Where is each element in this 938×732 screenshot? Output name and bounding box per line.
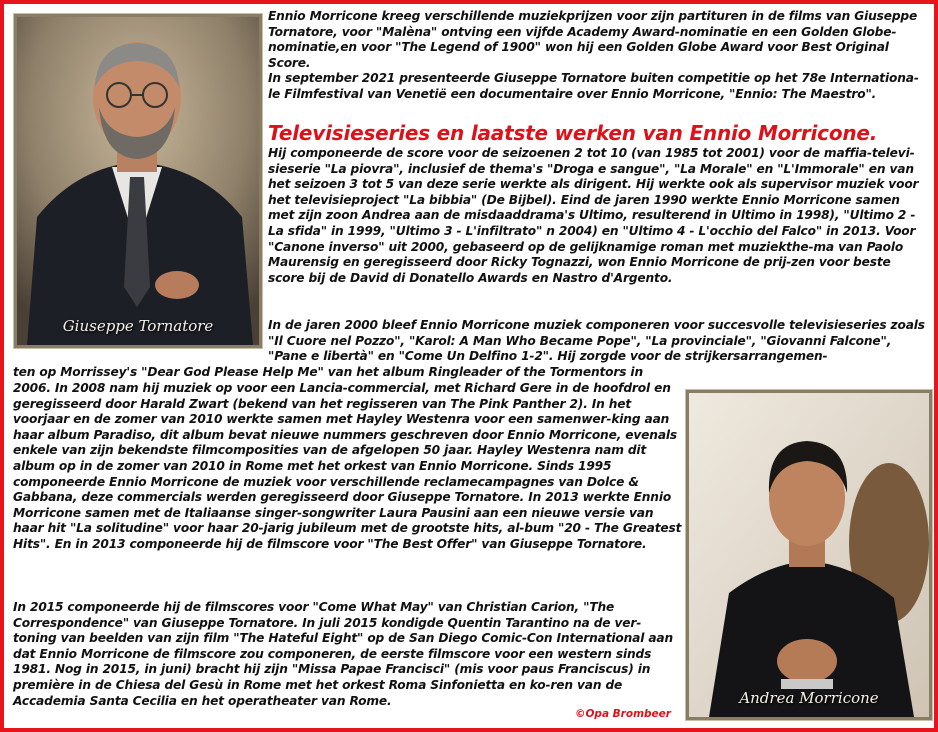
intro-paragraph-1: Ennio Morricone kreeg verschillende muziekprijzen voor zijn partituren in de films van Giuseppe Tornatore, voor "Malèna" ontving een vijfde Academy Award-nominatie en een Golden Globe-nominatie,en voor "The Legend of 1900" won hij een Golden Globe Award voor Best Original Score. <box>268 9 918 70</box>
portrait-image <box>17 17 259 345</box>
photo-andrea-morricone <box>686 390 932 720</box>
photo-caption: Andrea Morricone <box>739 689 879 707</box>
photo-caption: Giuseppe Tornatore <box>62 317 214 335</box>
photo-giuseppe-tornatore <box>14 14 262 348</box>
intro-paragraph-2: In september 2021 presenteerde Giuseppe Tornatore buiten competitie op het 78e Internationa-le Filmfestival van Venetië een documentaire over Ennio Morricone, "Ennio: The Maestro". <box>268 71 919 101</box>
paragraph-2000s-upper: In de jaren 2000 bleef Ennio Morricone muziek componeren voor succesvolle televisieseries zoals "Il Cuore nel Pozzo", "Karol: A Man Who Became Pope", "La provinciale", "Giovanni Falcone", "Pane e libertà" en "Come Un Delfino 1-2". Hij zorgde voor de strijkersarrangemen- <box>268 318 925 364</box>
paragraph-2000s-wide-line: ten op Morrissey's "Dear God Please Help Me" van het album Ringleader of the Tormentors in <box>13 365 643 379</box>
copyright-text: ©Opa Brombeer <box>575 708 671 720</box>
portrait-image <box>689 393 929 717</box>
section-heading: Televisieseries en laatste werken van Ennio Morricone. <box>268 121 878 145</box>
paragraph-2000s-lower: 2006. In 2008 nam hij muziek op voor een Lancia-commercial, met Richard Gere in de hoofdrol en geregisseerd door Harald Zwart (bekend van het regisseren van The Pink Panther 2). In het voorjaar en de zomer van 2010 werkte samen met Hayley Westenra voor een samenwer-king aan haar album Paradiso, dit album bevat nieuwe nummers geschreven door Ennio Morricone, evenals enkele van zijn bekendste filmcomposities van de afgelopen 50 jaar. Hayley Westenra nam dit album op in de zomer van 2010 in Rome met het orkest van Ennio Morricone. Sinds 1995 componeerde Ennio Morricone de muziek voor verschillende reclamecampagnes van Dolce & Gabbana, deze commercials werden geregisseerd door Giuseppe Tornatore. In 2013 werkte Ennio Morricone samen met de Italiaanse singer-songwriter Laura Pausini aan een nieuwe versie van haar hit "La solitudine" voor haar 20-jarig jubileum met de grootste hits, al-bum "20 - The Greatest Hits". En in 2013 componeerde hij de filmscore voor "The Best Offer" van Giuseppe Tornatore. <box>13 381 682 551</box>
paragraph-2015: In 2015 componeerde hij de filmscores voor "Come What May" van Christian Carion, "The Correspondence" van Giuseppe Tornatore. In juli 2015 kondigde Quentin Tarantino na de ver-toning van beelden van zijn film "The Hateful Eight" op de San Diego Comic-Con International aan dat Ennio Morricone de filmscore zou componeren, de eerste filmscore voor een western sinds 1981. Nog in 2015, in juni) bracht hij zijn "Missa Papae Francisci" (mis voor paus Franciscus) in première in de Chiesa del Gesù in Rome met het orkest Roma Sinfonietta en ko-ren van de Accademia Santa Cecilia en het operatheater van Rome. <box>13 600 674 708</box>
paragraph-television-series: Hij componeerde de score voor de seizoenen 2 tot 10 (van 1985 tot 2001) voor de maffia-televi-sieserie "La piovra", inclusief de thema's "Droga e sangue", "La Morale" en "L'Immorale" en van het seizoen 3 tot 5 van deze serie werkte als dirigent. Hij werkte ook als supervisor muziek voor het televisieproject "La bibbia" (De Bijbel). Eind de jaren 1990 werkte Ennio Morricone samen met zijn zoon Andrea aan de misdaaddrama's Ultimo, resulterend in Ultimo in 1998), "Ultimo 2 - La sfida" in 1999, "Ultimo 3 - L'infiltrato" n 2004) en "Ultimo 4 - L'occhio del Falco" in 2013. Voor "Canone inverso" uit 2000, gebaseerd op de gelijknamige roman met muziekthe-ma van Paolo Maurensig en geregisseerd door Ricky Tognazzi, won Ennio Morricone de prij-zen voor beste score bij de David di Donatello Awards en Nastro d'Argento. <box>268 146 919 285</box>
